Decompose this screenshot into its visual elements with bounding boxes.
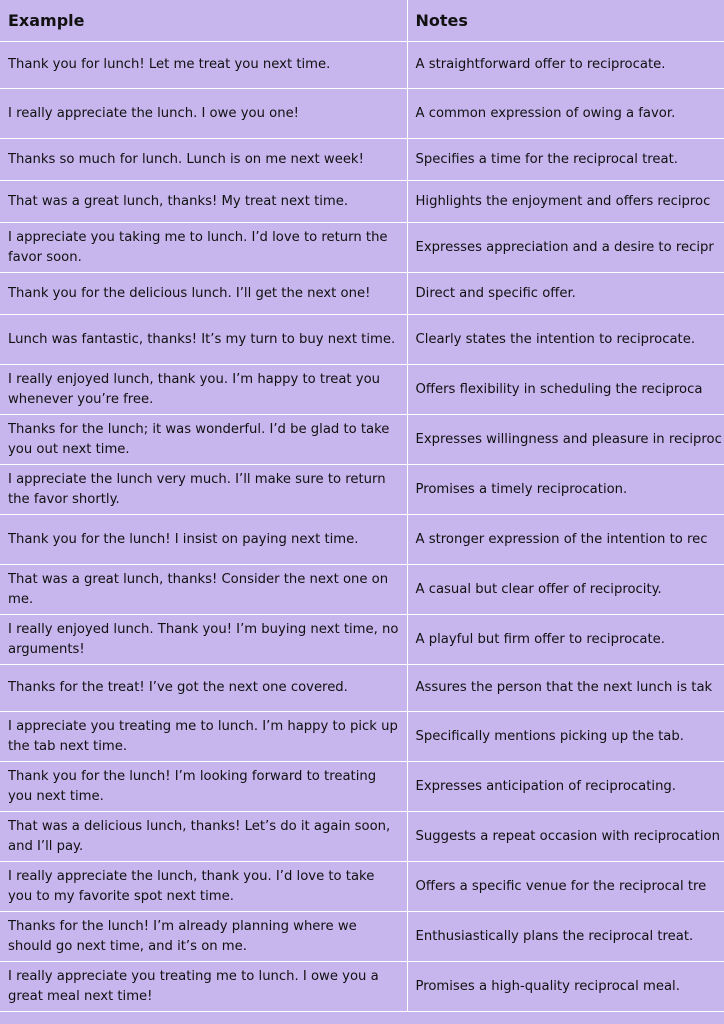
notes-cell: Promises a timely reciprocation. — [407, 465, 724, 515]
notes-cell: Expresses appreciation and a desire to recipr — [407, 223, 724, 273]
notes-cell: Specifically mentions picking up the tab. — [407, 712, 724, 762]
table-row — [0, 862, 724, 912]
table-row — [0, 181, 724, 223]
table-row — [0, 223, 724, 273]
example-cell: Thank you for the delicious lunch. I’ll get the next one! — [0, 273, 407, 315]
example-cell: Thank you for the lunch! I insist on paying next time. — [0, 515, 407, 565]
notes-cell: Clearly states the intention to reciprocate. — [407, 315, 724, 365]
table-row — [0, 912, 724, 962]
header-example: Example — [0, 0, 407, 42]
table-row — [0, 762, 724, 812]
notes-cell: Offers flexibility in scheduling the reciproca — [407, 365, 724, 415]
table-row — [0, 615, 724, 665]
notes-cell: Direct and specific offer. — [407, 273, 724, 315]
table-row — [0, 812, 724, 862]
example-cell: I really appreciate you treating me to lunch. I owe you a great meal next time! — [0, 962, 407, 1012]
example-cell: That was a delicious lunch, thanks! Let’s do it again soon, and I’ll pay. — [0, 812, 407, 862]
table-row — [0, 365, 724, 415]
table-row — [0, 273, 724, 315]
table-row — [0, 565, 724, 615]
example-cell: Thank you for lunch! Let me treat you next time. — [0, 42, 407, 89]
notes-cell: Suggests a repeat occasion with reciprocation — [407, 812, 724, 862]
example-cell: Thanks for the treat! I’ve got the next one covered. — [0, 665, 407, 712]
notes-cell: A straightforward offer to reciprocate. — [407, 42, 724, 89]
example-cell: I really appreciate the lunch, thank you. I’d love to take you to my favorite spot next time. — [0, 862, 407, 912]
notes-cell: Expresses anticipation of reciprocating. — [407, 762, 724, 812]
notes-cell: Highlights the enjoyment and offers reciproc — [407, 181, 724, 223]
example-cell: Thanks for the lunch; it was wonderful. I’d be glad to take you out next time. — [0, 415, 407, 465]
example-cell: That was a great lunch, thanks! My treat next time. — [0, 181, 407, 223]
example-cell: I really enjoyed lunch. Thank you! I’m buying next time, no arguments! — [0, 615, 407, 665]
table-row — [0, 89, 724, 139]
notes-cell: Expresses willingness and pleasure in reciproc — [407, 415, 724, 465]
example-cell: I really enjoyed lunch, thank you. I’m happy to treat you whenever you’re free. — [0, 365, 407, 415]
notes-cell: Assures the person that the next lunch is tak — [407, 665, 724, 712]
table-row — [0, 415, 724, 465]
example-cell: I really appreciate the lunch. I owe you one! — [0, 89, 407, 139]
table-row — [0, 139, 724, 181]
table-row — [0, 42, 724, 89]
notes-cell: A common expression of owing a favor. — [407, 89, 724, 139]
table-row — [0, 962, 724, 1012]
notes-cell: A stronger expression of the intention to rec — [407, 515, 724, 565]
table-row — [0, 712, 724, 762]
table-row — [0, 665, 724, 712]
example-cell: That was a great lunch, thanks! Consider the next one on me. — [0, 565, 407, 615]
header-notes: Notes — [407, 0, 724, 42]
table-row — [0, 315, 724, 365]
notes-cell: Specifies a time for the reciprocal treat. — [407, 139, 724, 181]
example-cell: Thank you for the lunch! I’m looking forward to treating you next time. — [0, 762, 407, 812]
notes-cell: A playful but firm offer to reciprocate. — [407, 615, 724, 665]
notes-cell: Promises a high-quality reciprocal meal. — [407, 962, 724, 1012]
notes-cell: A casual but clear offer of reciprocity. — [407, 565, 724, 615]
example-cell: I appreciate the lunch very much. I’ll make sure to return the favor shortly. — [0, 465, 407, 515]
notes-cell: Enthusiastically plans the reciprocal treat. — [407, 912, 724, 962]
notes-cell: Offers a specific venue for the reciprocal tre — [407, 862, 724, 912]
table-header-row — [0, 0, 724, 42]
example-cell: Lunch was fantastic, thanks! It’s my turn to buy next time. — [0, 315, 407, 365]
example-cell: Thanks so much for lunch. Lunch is on me next week! — [0, 139, 407, 181]
example-cell: I appreciate you treating me to lunch. I’m happy to pick up the tab next time. — [0, 712, 407, 762]
table-row — [0, 465, 724, 515]
example-cell: Thanks for the lunch! I’m already planning where we should go next time, and it’s on me. — [0, 912, 407, 962]
example-cell: I appreciate you taking me to lunch. I’d love to return the favor soon. — [0, 223, 407, 273]
table-row — [0, 515, 724, 565]
